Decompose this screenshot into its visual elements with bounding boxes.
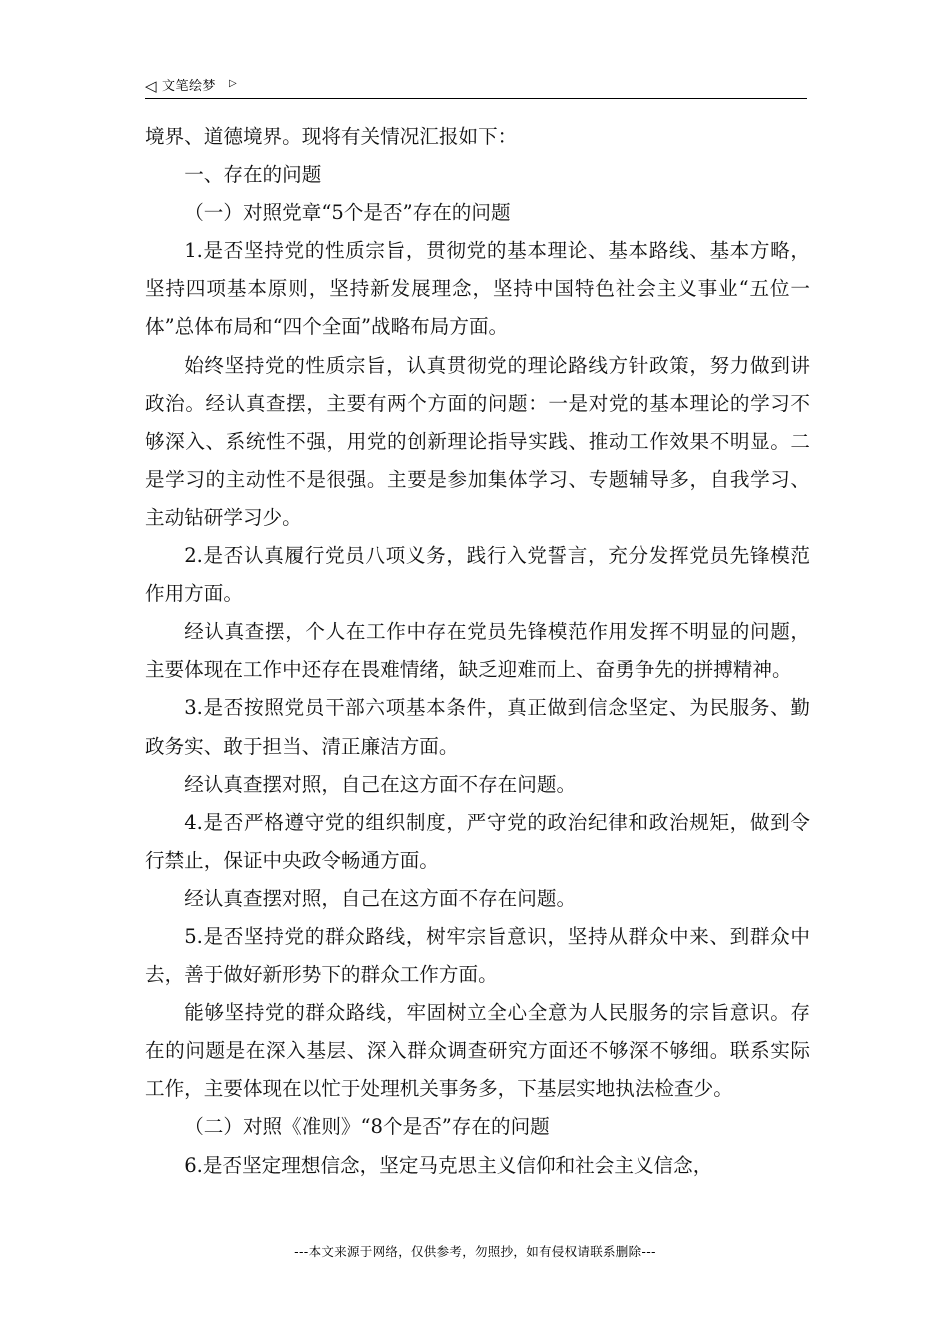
paragraph: 4.是否严格遵守党的组织制度，严守党的政治纪律和政治规矩，做到令行禁止，保证中央政令畅通方面。 — [145, 810, 810, 872]
paragraph: 6.是否坚定理想信念，坚定马克思主义信仰和社会主义信念， — [184, 1153, 713, 1177]
triangle-right-icon: ▷ — [229, 78, 237, 89]
document-body — [145, 118, 810, 1185]
paragraph: 经认真查摆对照，自己在这方面不存在问题。 — [184, 886, 577, 910]
paragraph: （二）对照《准则》“8个是否”存在的问题 — [184, 1115, 550, 1139]
paragraph: （一）对照党章“5个是否”存在的问题 — [184, 201, 511, 225]
paragraph: 1.是否坚持党的性质宗旨，贯彻党的基本理论、基本路线、基本方略，坚持四项基本原则，坚持新发展理念，坚持中国特色社会主义事业“五位一体”总体布局和“四个全面”战略布局方面。 — [145, 239, 810, 339]
page-footer: ---本文来源于网络，仅供参考，勿照抄，如有侵权请联系删除--- — [294, 1244, 656, 1259]
header-brand: 文笔绘梦 — [162, 79, 217, 94]
paragraph: 能够坚持党的群众路线，牢固树立全心全意为人民服务的宗旨意识。存在的问题是在深入基层、深入群众调查研究方面还不够深不够细。联系实际工作，主要体现在以忙于处理机关事务多，下基层实地执法检查少。 — [145, 1001, 810, 1101]
paragraph: 境界、道德境界。现将有关情况汇报如下： — [145, 125, 518, 148]
paragraph: 3.是否按照党员干部六项基本条件，真正做到信念坚定、为民服务、勤政务实、敢于担当、清正廉洁方面。 — [145, 696, 810, 758]
triangle-left-icon: ◁ — [145, 77, 157, 95]
paragraph: 一、存在的问题 — [184, 163, 322, 187]
paragraph: 2.是否认真履行党员八项义务，践行入党誓言，充分发挥党员先锋模范作用方面。 — [145, 544, 810, 606]
paragraph: 经认真查摆对照，自己在这方面不存在问题。 — [184, 772, 577, 796]
paragraph: 经认真查摆，个人在工作中存在党员先锋模范作用发挥不明显的问题，主要体现在工作中还存在畏难情绪，缺乏迎难而上、奋勇争先的拼搏精神。 — [145, 620, 810, 682]
page-header — [145, 76, 807, 99]
paragraph: 始终坚持党的性质宗旨，认真贯彻党的理论路线方针政策，努力做到讲政治。经认真查摆，主要有两个方面的问题：一是对党的基本理论的学习不够深入、系统性不强，用党的创新理论指导实践、推动工作效果不明显。二是学习的主动性不是很强。主要是参加集体学习、专题辅导多，自我学习、主动钻研学习少。 — [145, 353, 810, 529]
paragraph: 5.是否坚持党的群众路线，树牢宗旨意识，坚持从群众中来、到群众中去，善于做好新形势下的群众工作方面。 — [145, 924, 810, 987]
